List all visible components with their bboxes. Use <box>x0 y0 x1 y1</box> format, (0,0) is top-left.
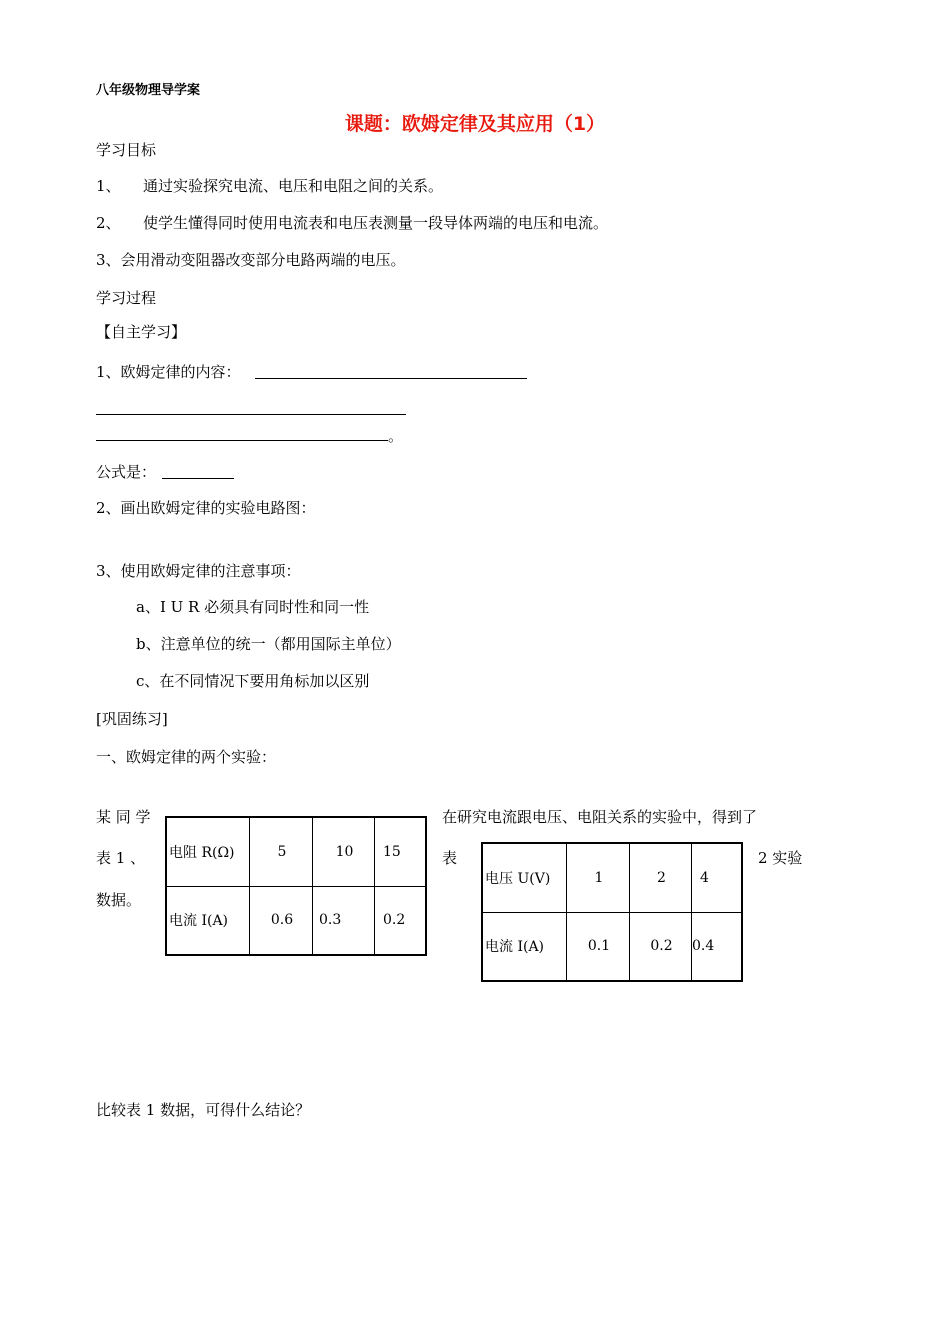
table-1-cell: 15 <box>375 817 427 886</box>
q2-label: 2、画出欧姆定律的实验电路图： <box>96 499 316 517</box>
note-b: b、注意单位的统一（都用国际主单位） <box>136 635 401 653</box>
page-title: 课题：欧姆定律及其应用（1） <box>344 113 606 135</box>
table-1-cell: 5 <box>250 817 313 886</box>
doc-header: 八年级物理导学案 <box>96 83 201 98</box>
mid-text-1: 在研究电流跟电压、电阻关系的实验中，得到了 <box>442 808 758 826</box>
table-2-cell: 0.4 <box>692 912 743 981</box>
table-2-cell: 1 <box>567 843 630 912</box>
table-2-cell: 0.2 <box>630 912 692 981</box>
self-study-heading: 【自主学习】 <box>96 323 187 341</box>
table-1-row-current <box>166 886 426 955</box>
formula-label: 公式是： <box>96 463 157 481</box>
table-1-cell: 0.6 <box>250 886 313 955</box>
q1-label: 1、欧姆定律的内容： <box>96 363 241 381</box>
table-1-question: 比较表 1 数据，可得什么结论？ <box>96 1101 311 1119</box>
mid-text-2: 表 <box>442 849 458 867</box>
table-2-cell: 4 <box>692 843 743 912</box>
left-text-2: 表 1 、 <box>96 849 146 867</box>
left-text-3: 数据。 <box>96 891 142 909</box>
goal-3-num: 3、 <box>96 251 121 269</box>
table-1 <box>165 816 427 956</box>
table-1-cell: 0.3 <box>313 886 375 955</box>
part1-heading: 一、欧姆定律的两个实验： <box>96 748 277 766</box>
process-heading: 学习过程 <box>96 289 157 307</box>
goal-1-num: 1、 <box>96 177 121 195</box>
right-text: 2 实验 <box>758 849 803 867</box>
goal-1-text: 通过实验探究电流、电压和电阻之间的关系。 <box>143 177 444 195</box>
table-2-label-voltage: 电压 U(V) <box>482 843 567 912</box>
formula-blank <box>162 478 234 479</box>
note-a: a、I U R 必须具有同时性和同一性 <box>136 598 370 616</box>
goal-2-text: 使学生懂得同时使用电流表和电压表测量一段导体两端的电压和电流。 <box>143 214 609 232</box>
table-2-cell: 2 <box>630 843 692 912</box>
table-1-row-resistance <box>166 817 426 886</box>
goal-3 <box>96 250 406 270</box>
table-2-cell: 0.1 <box>567 912 630 981</box>
table-1-cell: 0.2 <box>375 886 427 955</box>
q1-blank-1 <box>255 378 527 379</box>
practice-heading: [巩固练习] <box>96 710 168 728</box>
table-1-cell: 10 <box>313 817 375 886</box>
q1-end-mark: 。 <box>388 427 404 445</box>
table-1-label-resistance: 电阻 R(Ω) <box>166 817 250 886</box>
goals-heading: 学习目标 <box>96 141 157 159</box>
left-text-1: 某 同 学 <box>96 808 151 826</box>
table-2 <box>481 842 743 982</box>
q1-blank-3 <box>96 440 388 441</box>
table-2-row-current <box>482 912 742 981</box>
table-2-label-current: 电流 I(A) <box>482 912 567 981</box>
goal-3-text: 会用滑动变阻器改变部分电路两端的电压。 <box>120 251 406 269</box>
q3-label: 3、使用欧姆定律的注意事项： <box>96 562 301 580</box>
q1-blank-2 <box>96 414 406 415</box>
table-2-row-voltage <box>482 843 742 912</box>
goal-2-num: 2、 <box>96 214 121 232</box>
table-1-label-current: 电流 I(A) <box>166 886 250 955</box>
note-c: c、在不同情况下要用角标加以区别 <box>136 672 370 690</box>
